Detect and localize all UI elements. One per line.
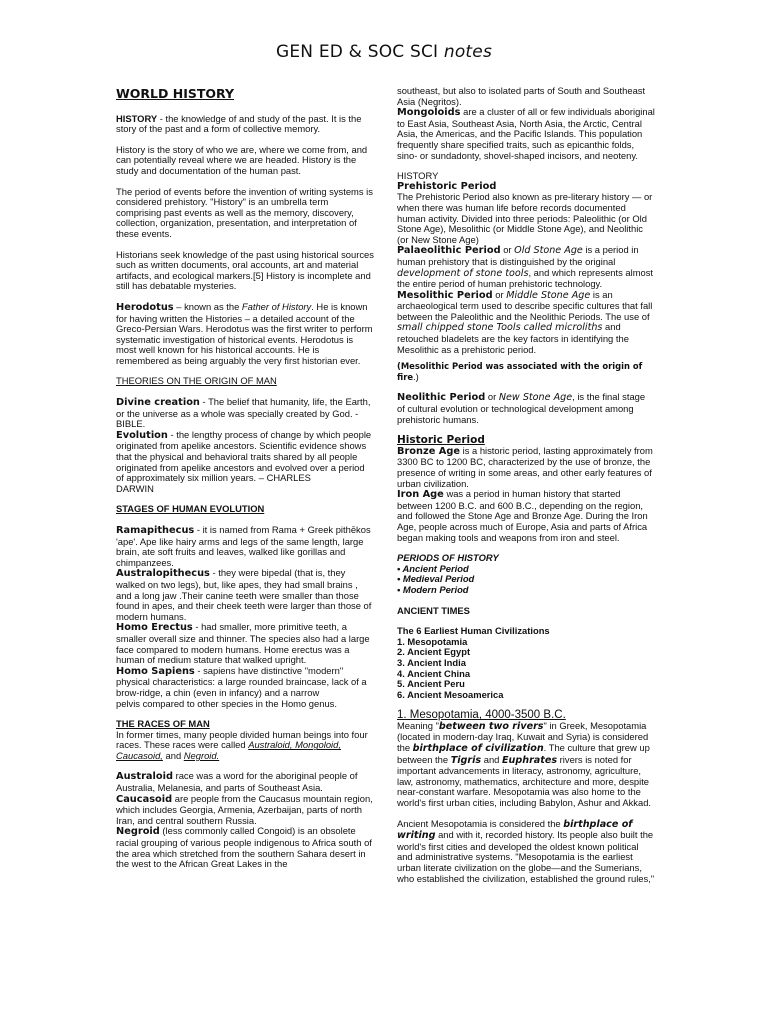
races-heading: THE RACES OF MAN	[116, 718, 210, 730]
ancient-a: Ancient Mesopotamia is considered the	[397, 817, 564, 829]
periods-heading: PERIODS OF HISTORY	[397, 552, 499, 564]
civilization-item: 5. Ancient Peru	[397, 678, 465, 690]
history-label: HISTORY	[397, 170, 439, 182]
history-para-3: The period of events before the invention of writing systems is considered prehistory. "History" is an umbrella term comprising past events as well as the memory, discovery, collection, organization, presentation, and interpretation of these events.	[116, 185, 373, 239]
homo-erectus	[116, 622, 374, 665]
mesolithic-note-end: .)	[413, 370, 419, 382]
australoid-term: Australoid	[116, 771, 173, 783]
right-column	[397, 86, 655, 884]
prehistoric-heading: Prehistoric Period	[397, 180, 497, 192]
page-header	[0, 42, 768, 62]
palaeolithic	[397, 245, 655, 289]
meaning-a: Meaning "	[397, 719, 439, 731]
races-list: Australoid, Mongoloid, Caucasoid,	[116, 739, 341, 761]
caucasoid-term: Caucasoid	[116, 793, 173, 805]
palaeolithic-alt: Old Stone Age	[514, 245, 583, 257]
meaning-em: between two rivers	[438, 720, 544, 732]
meaning-b: " in Greek, Mesopotamia (located in modern-day Iraq, Kuwait and Syria) is considered the	[397, 719, 649, 754]
civilization-item: 3. Ancient India	[397, 656, 466, 668]
australopithecus-def: - they were bipedal (that is, they walked on two legs), but, like apes, they had small brains , and a long jaw .Their canine teeth were smaller than those found in apes, and their cheek teeth were larger than those of modern humans.	[116, 567, 372, 622]
neolithic-or: or	[485, 391, 499, 403]
herodotus-text-a: – known as the	[173, 300, 242, 312]
herodotus-term: Herodotus	[116, 301, 174, 313]
homo-erectus-term: Homo Erectus	[116, 622, 193, 634]
mesolithic-em: small chipped stone Tools called microliths	[397, 322, 603, 334]
negroid	[116, 826, 374, 869]
period-item: • Medieval Period	[397, 573, 475, 585]
neolithic	[397, 392, 655, 425]
left-column	[116, 86, 374, 870]
ramapithecus-term: Ramapithecus	[116, 525, 195, 536]
herodotus-paragraph	[116, 302, 374, 367]
mongoloids-def: are a cluster of all or few individuals aboriginal to East Asia, Southeast Asia, North Asia, the Arctic, Central Asia, the Americas, and the Pacific Islands. This population frequently share specified traits, such as epicanthic folds, sino- or sundadonty, shovel-shaped incisors, and neoteny.	[397, 106, 655, 161]
divine-term: Divine creation	[116, 397, 200, 409]
period-item: • Ancient Period	[397, 562, 469, 574]
history-para-2: History is the story of who we are, where we come from, and can potentially reveal where we are headed. History is the study and documentation of the human past.	[116, 143, 368, 176]
tigris: Tigris	[450, 754, 482, 766]
civilization-item: 6. Ancient Mesoamerica	[397, 688, 504, 700]
palaeolithic-def2: , and which represents almost the entire period of human prehistoric technology.	[397, 266, 654, 290]
civilization-item: 2. Ancient Egypt	[397, 646, 471, 658]
australopithecus-term: Australopithecus	[116, 568, 210, 580]
history-para-4: Historians seek knowledge of the past using historical sources such as written documents, oral accounts, art and material artifacts, and ecological markers.[5] History is incomplete and still has debatable mysteries.	[116, 248, 374, 292]
world-history-heading: WORLD HISTORY	[116, 86, 234, 101]
australoid-def: race was a word for the aboriginal people of Australia, Melanesia, and parts of Southeast Asia.	[116, 770, 358, 794]
divine-def: - The belief that humanity, life, the Earth, or the universe as a whole was specially created by God. - BIBLE.	[116, 396, 371, 430]
negroid-def: (less commonly called Congoid) is an obsolete racial grouping of various people indigenous to Africa south of the area which stretched from the southern Sahara desert in the west to the African Great Lakes in the	[116, 825, 372, 870]
history-definition	[116, 114, 374, 135]
caucasoid-def: are people from the Caucasus mountain region, which includes Georgia, Armenia, Azerbaijan, parts of north Iran, and central southern Russia.	[116, 792, 373, 826]
continuation-1: southeast, but also to isolated parts of South and Southeast	[397, 85, 646, 96]
iron-age	[397, 489, 655, 543]
negroid-term: Negroid	[116, 826, 160, 838]
ramapithecus-def: - it is named from Rama + Greek pithēkos 'ape'. Ape like hairy arms and legs of the same length, large brain, ate soft fruits and leaves, walked like gorillas and chimpanzees.	[116, 524, 371, 568]
races-and: and	[162, 749, 184, 761]
evolution-term: Evolution	[116, 429, 168, 441]
theories-heading: THEORIES ON THE ORIGIN OF MAN	[116, 375, 277, 387]
header-title-italic: notes	[443, 42, 493, 62]
mesolithic-note-text: (Mesolithic Period was associated with the origin of fire	[397, 361, 643, 382]
mesopotamia-heading: 1. Mesopotamia, 4000-3500 B.C.	[397, 709, 566, 722]
civilization-item: 4. Ancient China	[397, 667, 471, 679]
races-intro-text: In former times, many people divided human beings into four races. These races were called	[116, 728, 368, 751]
mesopotamia-meaning	[397, 721, 655, 809]
mesolithic-note	[397, 361, 655, 382]
darwin: DARWIN	[116, 482, 154, 494]
palaeolithic-def: is a period in human prehistory that is distinguished by the original	[397, 244, 639, 267]
ancient-times-heading: ANCIENT TIMES	[397, 604, 470, 616]
neolithic-def: , is the final stage of cultural evolution or technological development among prehistoric humans.	[397, 391, 646, 425]
civilizations-heading: The 6 Earliest Human Civilizations	[397, 625, 550, 637]
and-word: and	[481, 753, 502, 765]
neolithic-term: Neolithic Period	[397, 392, 486, 404]
palaeolithic-term: Palaeolithic Period	[397, 245, 501, 257]
iron-def: was a period in human history that started between 1200 B.C. and 600 B.C., depending on the region, and followed the Stone Age and Bronze Age. During the Iron Age, people across much of Europe, Asia and parts of Africa began making tools and weapons from iron and steel.	[397, 488, 648, 543]
iron-term: Iron Age	[397, 489, 444, 501]
history-def-text: - the knowledge of and study of the past. It is the story of the past and a form of collective memory.	[116, 112, 362, 135]
homo-erectus-def: - had smaller, more primitive teeth, a smaller overall size and thinner. The species also had a large face compared to modern humans. Home erectus was a human of medium stature that walked upright.	[116, 621, 370, 666]
australopithecus	[116, 568, 374, 622]
races-negroid: Negroid.	[183, 749, 220, 761]
ancient-em: birthplace of writing	[397, 818, 633, 842]
caucasoid	[116, 794, 374, 827]
bronze-age	[397, 446, 655, 489]
herodotus-text-b: . He is known for having written the Histories – a detailed account of the Greco-Persian Wars. Herodotus was the first writer to perform systematic investigation of historical events. Herodotus is most well known for his historical accounts. He is remembered as being arguably the very first historian ever.	[116, 300, 373, 366]
mesolithic	[397, 290, 655, 356]
divine-creation	[116, 397, 374, 430]
bronze-def: is a historic period, lasting approximately from 3300 BC to 1200 BC, characterized by the use of bronze, the presence of writing in some areas, and other early features of urban civilization.	[397, 444, 653, 489]
mongoloids-term: Mongoloids	[397, 107, 461, 119]
homo-sapiens-cont: pelvis compared to other species in the Homo genus.	[116, 697, 337, 709]
ancient-b: and with it, recorded history. Its people also built the world's first cities and developed the oldest known political and administrative systems. "Mesopotamia is the earliest urban literate civilization on the globe—and the Sumerians, who established the civilization, established the ground rules,"	[397, 829, 655, 884]
mesolithic-alt: Middle Stone Age	[506, 289, 591, 301]
mesolithic-def2: and retouched bladelets are the key factors in identifying the Mesolithic as a prehistoric period.	[397, 321, 629, 355]
palaeolithic-em: development of stone tools	[397, 267, 529, 279]
races-intro	[116, 730, 374, 762]
meaning-d: rivers is noted for important advancements in literacy, astronomy, agriculture, law, astronomy, mathematics, architecture and more, despite near-constant warfare. Mesopotamia was also home to the world's first urban cities, including Babylon, Ashur and Akkad.	[397, 753, 652, 809]
ancient-mesopotamia	[397, 819, 655, 885]
australoid	[116, 771, 374, 793]
homo-sapiens	[116, 666, 374, 699]
stages-heading: STAGES OF HUMAN EVOLUTION	[116, 503, 265, 515]
meaning-em2: birthplace of civilization	[412, 743, 544, 755]
evolution	[116, 430, 374, 484]
meaning-c: . The culture that grew up between the	[397, 742, 650, 765]
prehistoric-def: The Prehistoric Period also known as pre-literary history — or when there was human life before records documented human activity. Divided into three periods: Paleolithic (or Old Stone Age), Mesolithic (or Middle Stone Age), and Neolithic (or New Stone Age)	[397, 191, 653, 245]
palaeolithic-or: or	[500, 244, 515, 256]
mesolithic-term: Mesolithic Period	[397, 289, 493, 301]
euphrates: Euphrates	[501, 754, 558, 766]
homo-sapiens-term: Homo Sapiens	[116, 665, 195, 677]
herodotus-title: Father of History	[241, 300, 312, 312]
ramapithecus	[116, 525, 374, 568]
period-item: • Modern Period	[397, 583, 469, 595]
mesolithic-def: is an archaeological term used to describe specific cultures that fall between the Paleolithic and the Neolithic Periods. The use of	[397, 288, 653, 322]
bronze-term: Bronze Age	[397, 445, 461, 457]
homo-sapiens-def: - sapiens have distinctive "modern" physical characteristics: a large rounded braincase, lack of a brow-ridge, a chin (even in infancy) and a narrow	[116, 664, 367, 698]
evolution-def: - the lengthy process of change by which people originated from apelike ancestors. Scientific evidence shows that the physical and behavioral traits shared by all people originated from apelike ancestors and evolved over a period of approximately six million years. – CHARLES	[116, 428, 372, 484]
continuation-2: Asia (Negritos).	[397, 95, 462, 107]
historic-heading: Historic Period	[397, 434, 485, 447]
neolithic-alt: New Stone Age	[498, 392, 573, 404]
history-term: HISTORY	[116, 112, 158, 124]
mesolithic-or: or	[492, 288, 507, 300]
header-title: GEN ED & SOC SCI	[275, 42, 444, 62]
civilization-item: 1. Mesopotamia	[397, 635, 468, 647]
mongoloids	[397, 107, 655, 161]
